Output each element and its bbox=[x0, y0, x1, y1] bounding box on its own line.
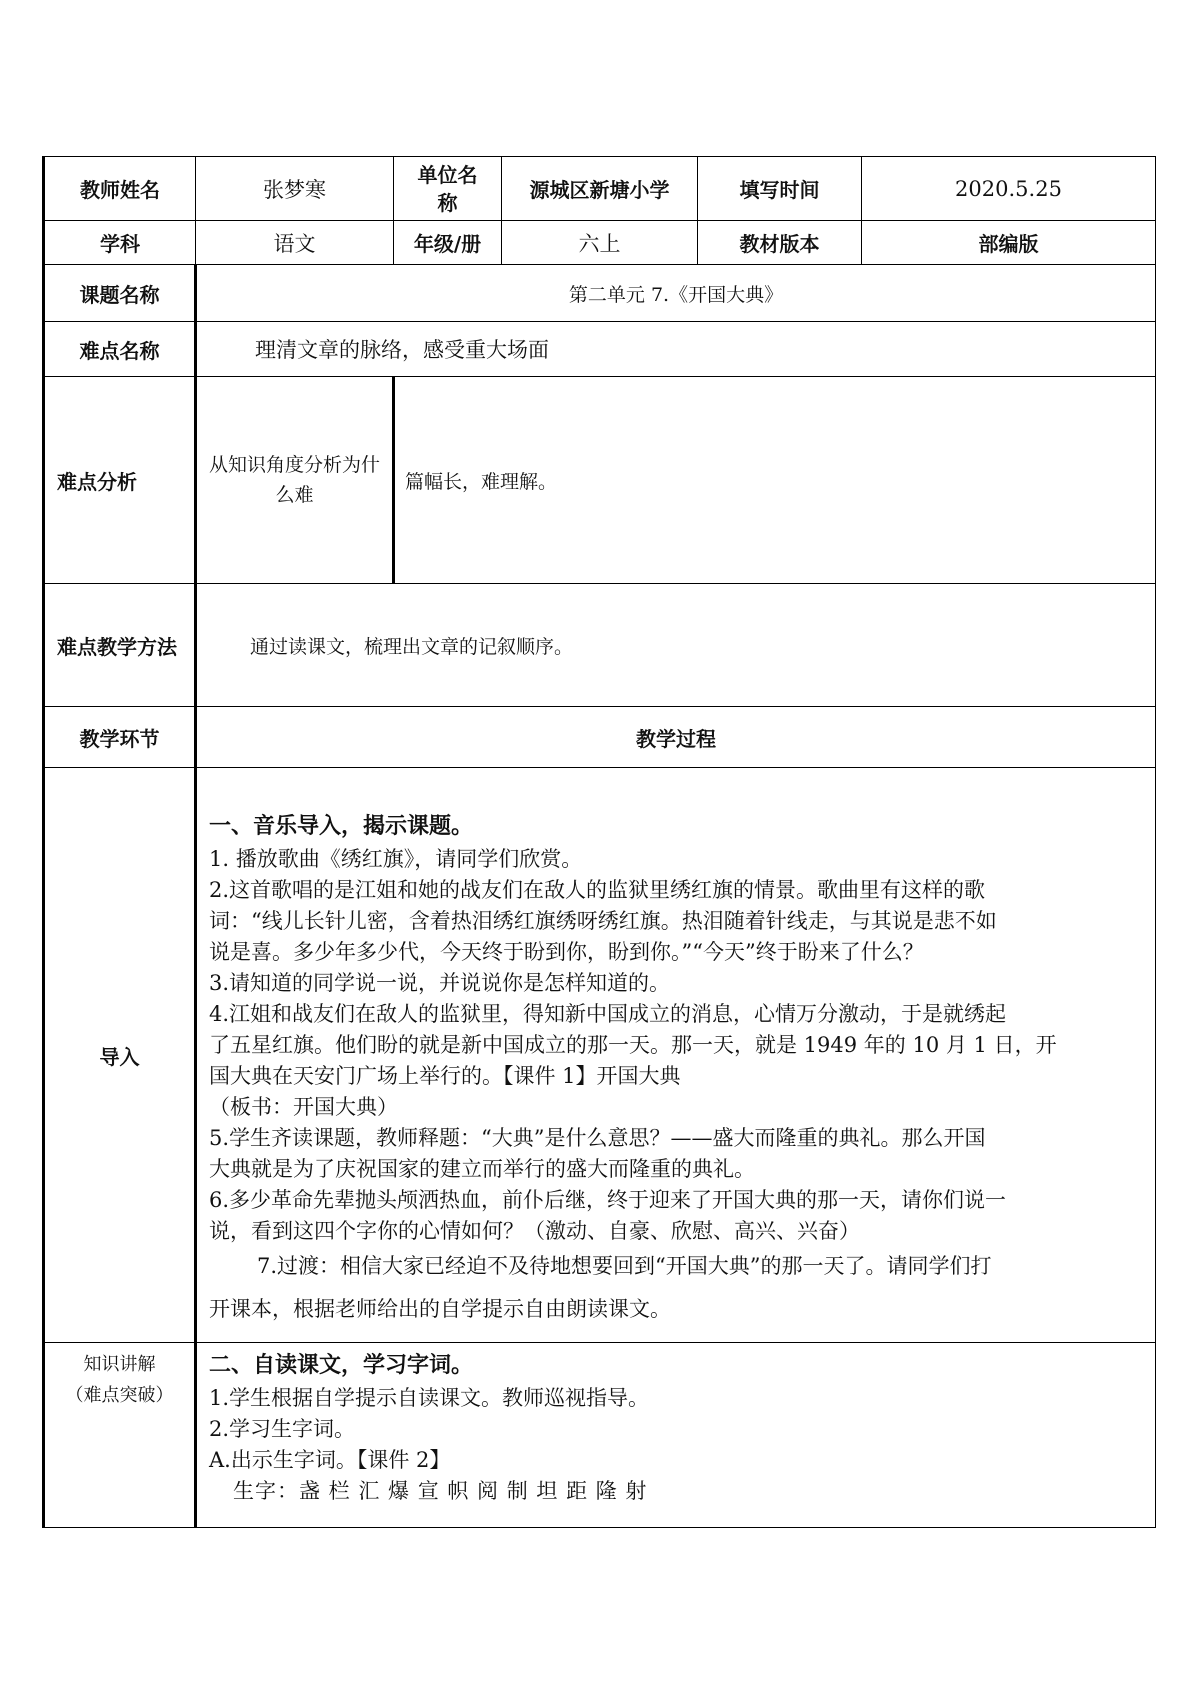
analysis-value: 篇幅长，难理解。 bbox=[394, 377, 1156, 584]
intro-line: 词：“线儿长针儿密，含着热泪绣红旗绣呀绣红旗。热泪随着针线走，与其说是悲不如 bbox=[209, 909, 997, 933]
analysis-sub-label: 从知识角度分析为什么难 bbox=[196, 377, 394, 584]
difficulty-label: 难点名称 bbox=[44, 322, 196, 377]
intro-transition-line: 开课本，根据老师给出的自学提示自由朗读课文。 bbox=[209, 1297, 671, 1321]
header-row-2 bbox=[44, 221, 1156, 265]
stage-header-label: 教学环节 bbox=[44, 707, 196, 768]
edition-label: 教材版本 bbox=[698, 221, 862, 265]
intro-line: 5.学生齐读课题，教师释题：“大典”是什么意思？——盛大而隆重的典礼。那么开国 bbox=[209, 1126, 986, 1150]
intro-line: 1. 播放歌曲《绣红旗》，请同学们欣赏。 bbox=[209, 847, 583, 871]
difficulty-value: 理清文章的脉络，感受重大场面 bbox=[196, 322, 1156, 377]
intro-row bbox=[44, 768, 1156, 1343]
process-header-label: 教学过程 bbox=[196, 707, 1156, 768]
method-label: 难点教学方法 bbox=[44, 584, 196, 707]
knowledge-stage-cell bbox=[44, 1343, 196, 1528]
teacher-name-value: 张梦寒 bbox=[196, 157, 394, 221]
new-characters-line: 生字：盏 栏 汇 爆 宣 帜 阅 制 坦 距 隆 射 bbox=[233, 1479, 648, 1503]
knowledge-heading: 二、自读课文，学习字词。 bbox=[209, 1353, 474, 1378]
intro-line: 大典就是为了庆祝国家的建立而举行的盛大而隆重的典礼。 bbox=[209, 1157, 755, 1181]
knowledge-line: A.出示生字词。【课件 2】 bbox=[209, 1448, 451, 1472]
knowledge-line: 2.学习生字词。 bbox=[209, 1417, 356, 1441]
date-value: 2020.5.25 bbox=[862, 157, 1156, 221]
knowledge-stage-label: 知识讲解 bbox=[83, 1354, 156, 1375]
intro-stage-label: 导入 bbox=[44, 768, 196, 1343]
intro-line: 说，看到这四个字你的心情如何？（激动、自豪、欣慰、高兴、兴奋） bbox=[209, 1219, 860, 1243]
process-header-row bbox=[44, 707, 1156, 768]
intro-heading: 一、音乐导入，揭示课题。 bbox=[209, 814, 474, 839]
edition-value: 部编版 bbox=[862, 221, 1156, 265]
grade-value: 六上 bbox=[502, 221, 698, 265]
method-value: 通过读课文，梳理出文章的记叙顺序。 bbox=[196, 584, 1156, 707]
difficulty-row bbox=[44, 322, 1156, 377]
topic-label: 课题名称 bbox=[44, 265, 196, 322]
intro-line: 了五星红旗。他们盼的就是新中国成立的那一天。那一天，就是 1949 年的 10 月 1 日，开 bbox=[209, 1033, 1057, 1057]
subject-label: 学科 bbox=[44, 221, 196, 265]
unit-label: 单位名称 bbox=[394, 157, 502, 221]
topic-row bbox=[44, 265, 1156, 322]
intro-transition-line: 7.过渡：相信大家已经迫不及待地想要回到“开国大典”的那一天了。请同学们打 bbox=[257, 1254, 992, 1278]
method-row bbox=[44, 584, 1156, 707]
intro-line: 2.这首歌唱的是江姐和她的战友们在敌人的监狱里绣红旗的情景。歌曲里有这样的歌 bbox=[209, 878, 986, 902]
lesson-plan-sheet bbox=[42, 156, 1154, 1528]
subject-value: 语文 bbox=[196, 221, 394, 265]
lesson-plan-table bbox=[42, 156, 1156, 1528]
analysis-label: 难点分析 bbox=[44, 377, 196, 584]
intro-line: （板书：开国大典） bbox=[209, 1095, 398, 1119]
analysis-row bbox=[44, 377, 1156, 584]
knowledge-content bbox=[196, 1343, 1156, 1528]
knowledge-line: 1.学生根据自学提示自读课文。教师巡视指导。 bbox=[209, 1386, 650, 1410]
grade-label: 年级/册 bbox=[394, 221, 502, 265]
intro-line: 4.江姐和战友们在敌人的监狱里，得知新中国成立的消息，心情万分激动，于是就绣起 bbox=[209, 1002, 1007, 1026]
intro-line: 国大典在天安门广场上举行的。【课件 1】开国大典 bbox=[209, 1064, 681, 1088]
topic-value: 第二单元 7.《开国大典》 bbox=[196, 265, 1156, 322]
knowledge-stage-sublabel: （难点突破） bbox=[65, 1385, 174, 1406]
header-row-1 bbox=[44, 157, 1156, 221]
intro-line: 6.多少革命先辈抛头颅洒热血，前仆后继，终于迎来了开国大典的那一天，请你们说一 bbox=[209, 1188, 1007, 1212]
teacher-name-label: 教师姓名 bbox=[44, 157, 196, 221]
date-label: 填写时间 bbox=[698, 157, 862, 221]
knowledge-row bbox=[44, 1343, 1156, 1528]
intro-content bbox=[196, 768, 1156, 1343]
unit-value: 源城区新塘小学 bbox=[502, 157, 698, 221]
intro-line: 3.请知道的同学说一说，并说说你是怎样知道的。 bbox=[209, 971, 671, 995]
intro-line: 说是喜。多少年多少代，今天终于盼到你，盼到你。”“今天”终于盼来了什么？ bbox=[209, 940, 924, 964]
